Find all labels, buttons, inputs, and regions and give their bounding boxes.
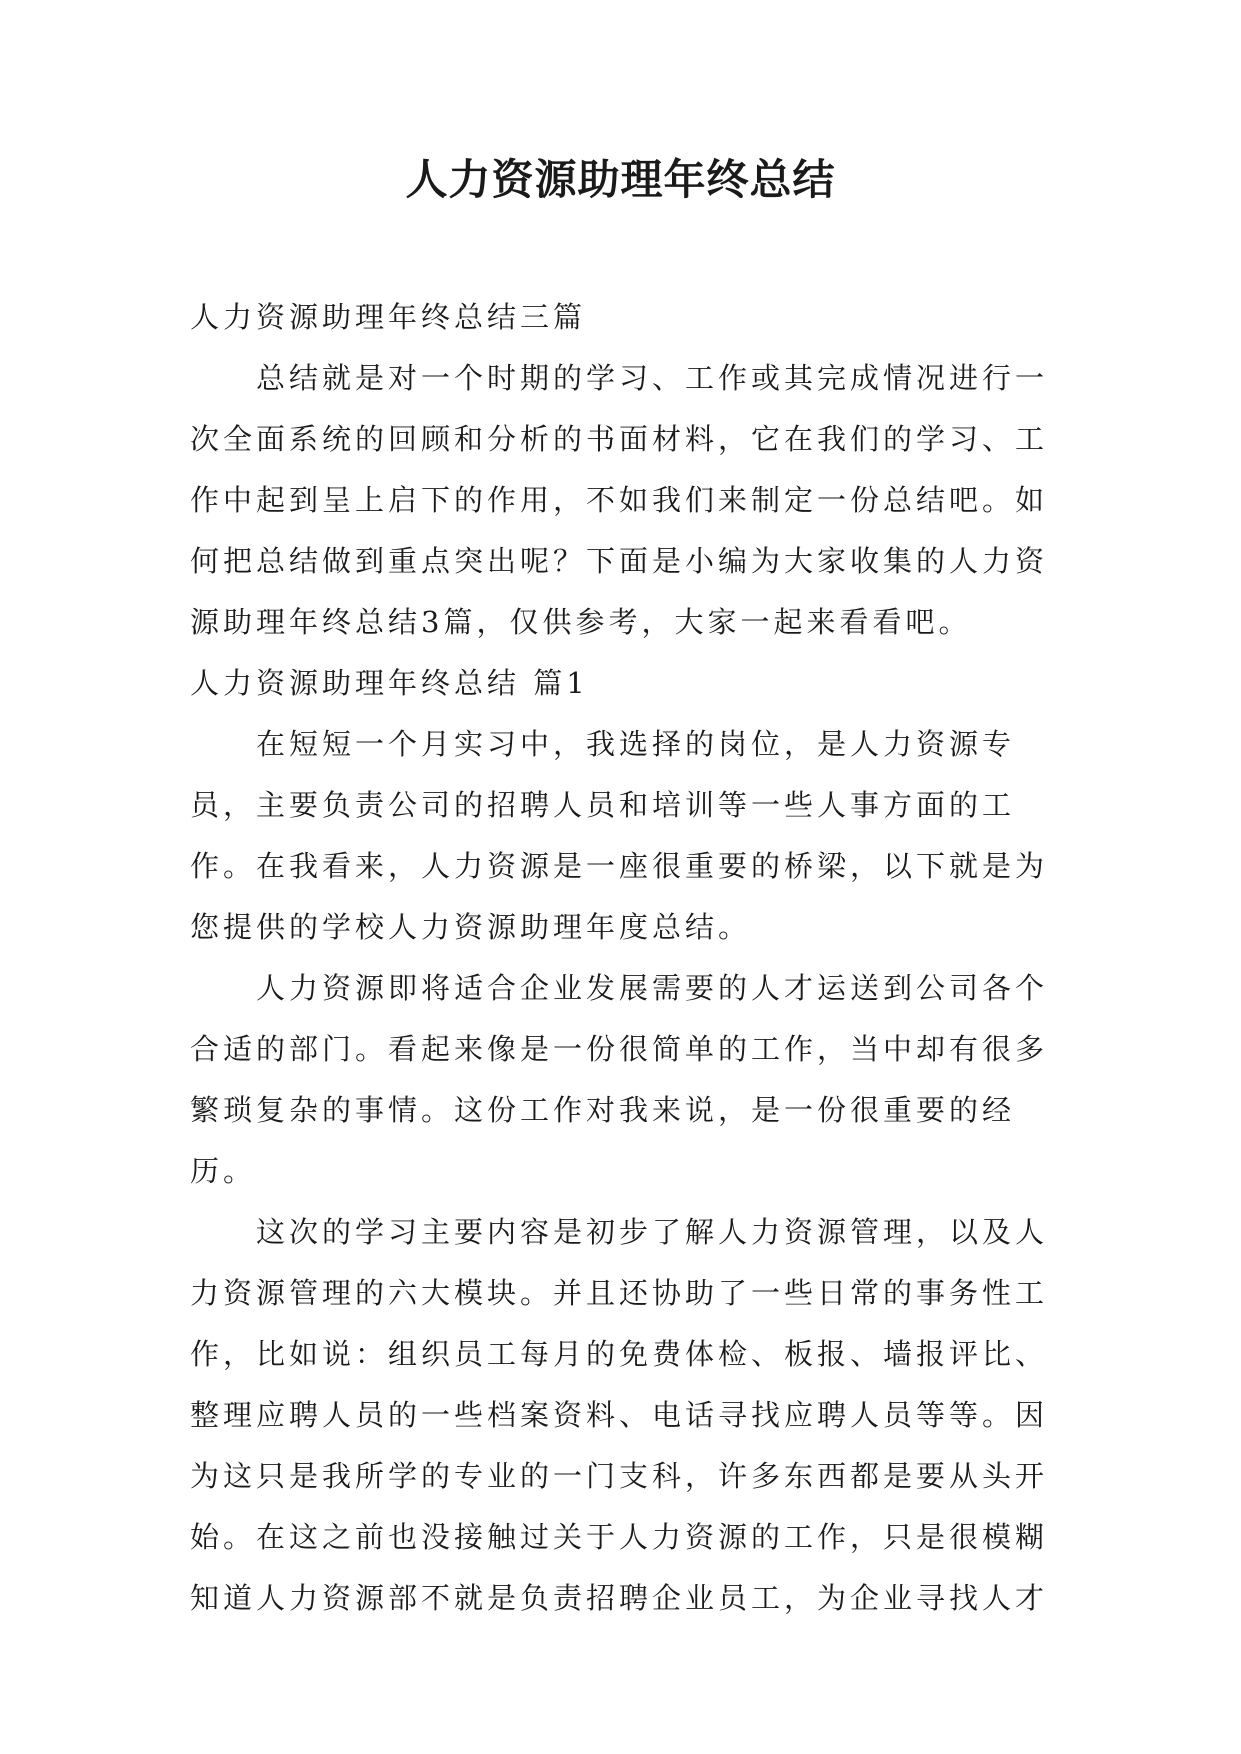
body-paragraph: 在短短一个月实习中，我选择的岗位，是人力资源专员，主要负责公司的招聘人员和培训等一些人事方面的工作。在我看来，人力资源是一座很重要的桥梁，以下就是为您提供的学校人力资源助理年度总结。	[190, 727, 1049, 944]
body-paragraph: 这次的学习主要内容是初步了解人力资源管理，以及人力资源管理的六大模块。并且还协助了一些日常的事务性工作，比如说：组织员工每月的免费体检、板报、墙报评比、整理应聘人员的一些档案资料、电话寻找应聘人员等等。因为这只是我所学的专业的一门支科，许多东西都是要从头开始。在这之前也没接触过关于人力资源的工作，只是很模糊知道人力资源部不就是负责招聘企业员工，为企业寻找人才	[190, 1215, 1049, 1615]
body-paragraph: 人力资源即将适合企业发展需要的人才运送到公司各个合适的部门。看起来像是一份很简单的工作，当中却有很多繁琐复杂的事情。这份工作对我来说，是一份很重要的经历。	[190, 971, 1049, 1188]
document-body	[190, 287, 1050, 1629]
intro-paragraph: 总结就是对一个时期的学习、工作或其完成情况进行一次全面系统的回顾和分析的书面材料，它在我们的学习、工作中起到呈上启下的作用，不如我们来制定一份总结吧。如何把总结做到重点突出呢？下面是小编为大家收集的人力资源助理年终总结3篇，仅供参考，大家一起来看看吧。	[190, 361, 1049, 639]
document-title: 人力资源助理年终总结	[405, 155, 836, 204]
document-subtitle: 人力资源助理年终总结三篇	[190, 300, 587, 334]
section-heading: 人力资源助理年终总结 篇1	[190, 666, 589, 700]
